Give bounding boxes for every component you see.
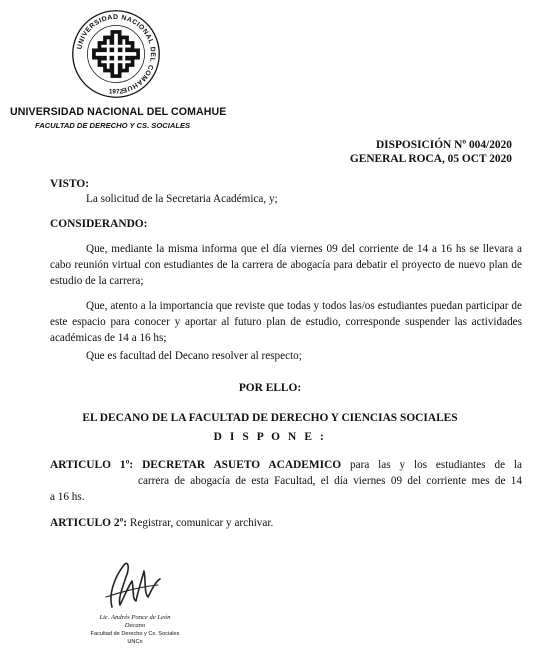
article-2-label: ARTICULO 2º: (50, 517, 128, 529)
signatory-faculty: Facultad de Derecho y Cs. Sociales (90, 631, 180, 637)
disposition-place-date: GENERAL ROCA, 05 OCT 2020 (349, 153, 512, 165)
signatory-university-abbr: UNCo (127, 639, 143, 645)
handwritten-signature (98, 557, 168, 615)
article-1-action: DECRETAR ASUETO ACADEMICO (142, 459, 342, 471)
considerando-paragraph-2: Que, atento a la importancia que reviste que todas y todos las/os estudiantes puedan participar de este espacio para conocer y aportar al futuro plan de estudio, corresponde suspender las actividades académicas de 14 a 16 hs; (50, 300, 522, 344)
signatory-name: Lic. Andrés Ponce de León (99, 614, 171, 621)
visto-text: La solicitud de la Secretaria Académica, y; (86, 193, 278, 205)
disposition-number: DISPOSICIÓN Nº 004/2020 (375, 139, 512, 151)
article-1 (50, 457, 522, 505)
article-2 (50, 517, 273, 529)
authority-heading: EL DECANO DE LA FACULTAD DE DERECHO Y CIENCIAS SOCIALES (82, 412, 458, 424)
svg-text:1972: 1972 (108, 88, 124, 96)
signatory-role: Decano (124, 622, 146, 629)
article-1-text-part-3: a 16 hs. (50, 491, 85, 503)
considerando-heading: CONSIDERANDO: (50, 218, 148, 230)
considerando-paragraph-1: Que, mediante la misma informa que el día viernes 09 del corriente de 14 a 16 hs se llevara a cabo reunión virtual con estudiantes de la carrera de abogacía para debatir el proyecto de nuevo plan de estudio de la carrera; (50, 243, 522, 287)
article-1-label: ARTICULO 1º: (50, 459, 134, 471)
por-ello-heading: POR ELLO: (238, 382, 302, 394)
article-1-text-part-1: para las y los estudiantes de la (350, 459, 523, 471)
university-seal-logo (70, 8, 162, 100)
article-2-text: Registrar, comunicar y archivar. (129, 517, 274, 529)
svg-text:UNIVERSIDAD NACIONAL DEL COMAH: UNIVERSIDAD NACIONAL DEL COMAHUE (76, 14, 157, 94)
faculty-name: FACULTAD DE DERECHO Y CS. SOCIALES (35, 121, 191, 130)
dispone-heading: D I S P O N E : (213, 431, 327, 443)
university-name: UNIVERSIDAD NACIONAL DEL COMAHUE (10, 106, 227, 118)
visto-heading: VISTO: (50, 178, 90, 190)
article-1-text-part-2: carrera de abogacía de esta Facultad, el día viernes 09 del corriente mes de 14 (138, 475, 522, 487)
considerando-paragraph-3: Que es facultad del Decano resolver al respecto; (86, 350, 302, 362)
